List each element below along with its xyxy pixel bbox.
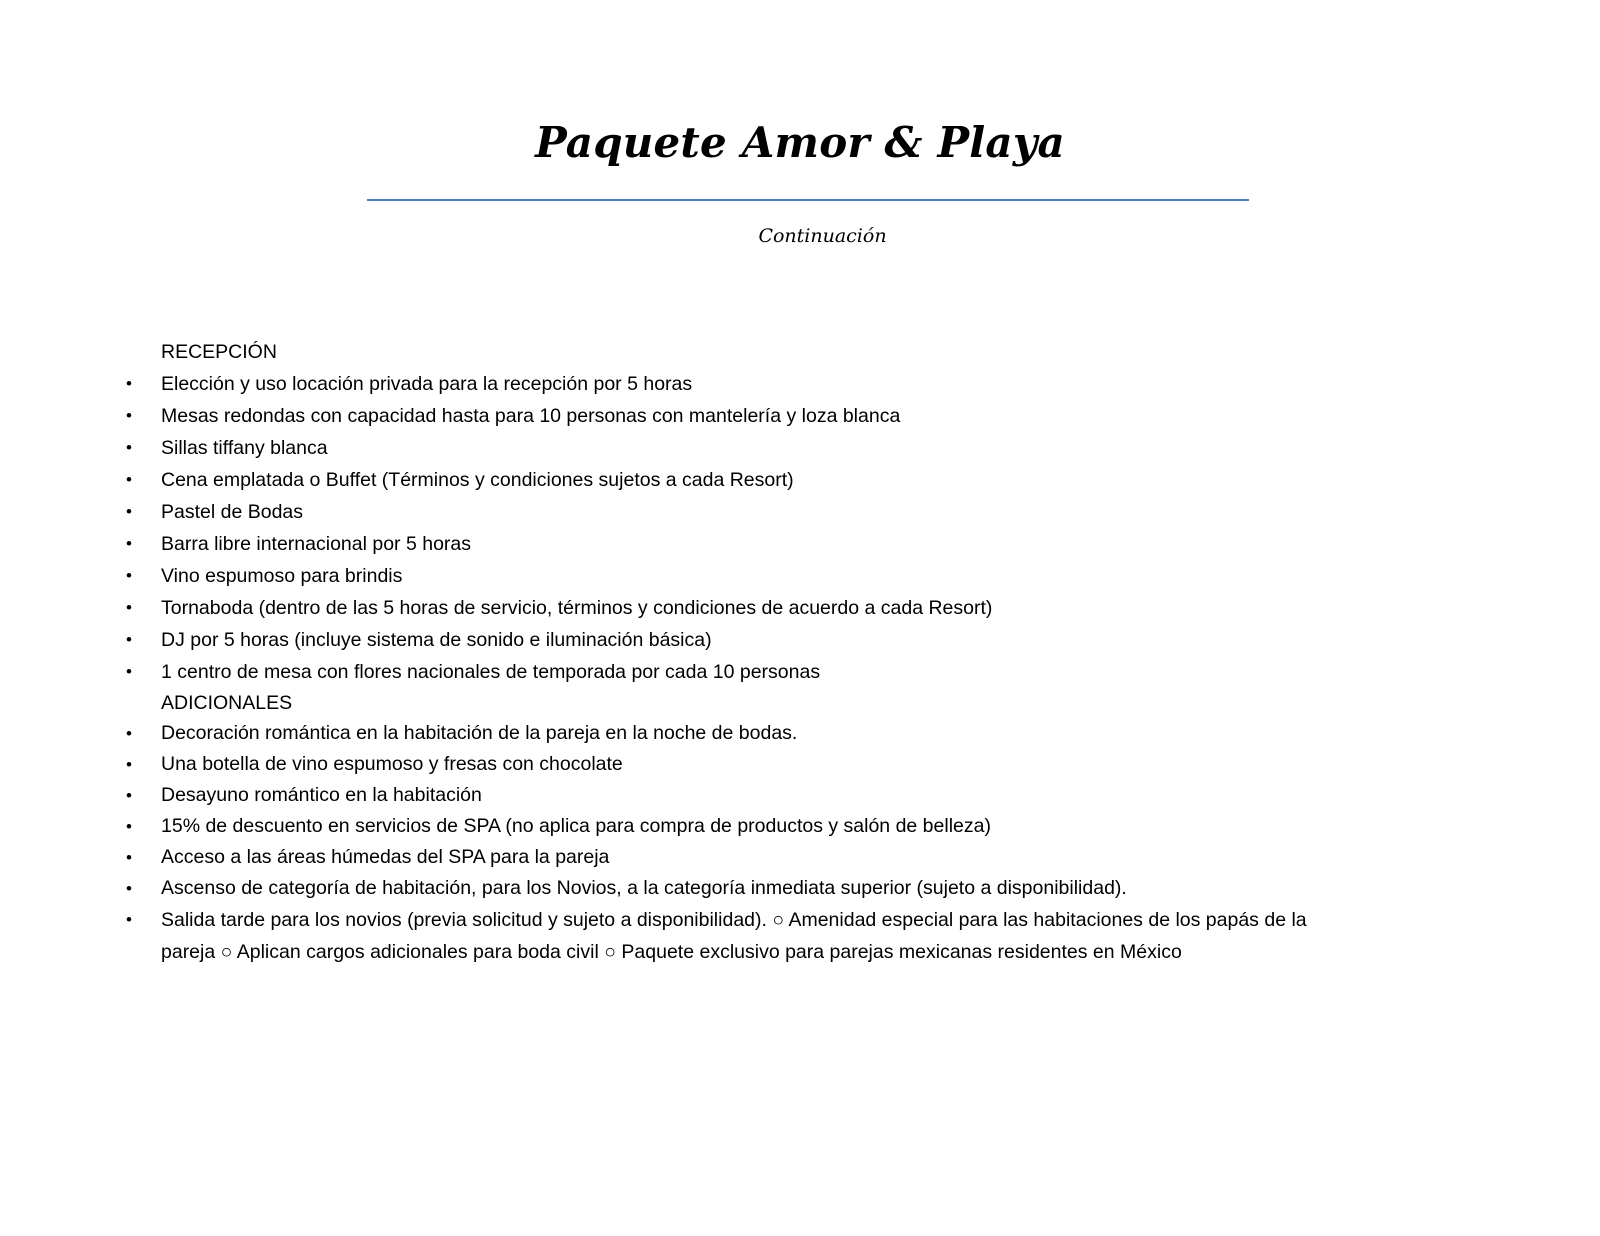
bullet-icon: • xyxy=(126,879,132,898)
list-item xyxy=(126,656,1361,688)
list-item-text: Sillas tiffany blanca xyxy=(161,437,328,459)
bullet-icon: • xyxy=(126,438,132,457)
list-item xyxy=(126,592,1361,624)
list-item-text: Vino espumoso para brindis xyxy=(161,565,403,587)
bullet-icon: • xyxy=(126,817,132,836)
list-item-text: Elección y uso locación privada para la recepción por 5 horas xyxy=(161,373,693,395)
bullet-icon: • xyxy=(126,662,132,681)
list-item-text: Mesas redondas con capacidad hasta para 10 personas con mantelería y loza blanca xyxy=(161,405,901,427)
list-item-text: Cena emplatada o Buffet (Términos y condiciones sujetos a cada Resort) xyxy=(161,469,794,491)
title-divider xyxy=(367,199,1249,201)
list-item xyxy=(126,873,1361,904)
bullet-icon: • xyxy=(126,910,132,929)
bullet-icon: • xyxy=(126,598,132,617)
list-item-text: Desayuno romántico en la habitación xyxy=(161,784,482,806)
list-item-text: 1 centro de mesa con flores nacionales de temporada por cada 10 personas xyxy=(161,661,821,683)
bullet-icon: • xyxy=(126,566,132,585)
list-item xyxy=(126,842,1361,873)
list-item xyxy=(126,368,1361,400)
bullet-icon: • xyxy=(126,755,132,774)
bullet-icon: • xyxy=(126,534,132,553)
list-item xyxy=(126,464,1361,496)
list-item xyxy=(126,624,1361,656)
page-subtitle: Continuación xyxy=(758,225,887,247)
section-heading-adicionales: ADICIONALES xyxy=(161,692,293,714)
list-item xyxy=(126,904,1351,968)
bullet-icon: • xyxy=(126,406,132,425)
list-item-text: Una botella de vino espumoso y fresas con chocolate xyxy=(161,753,623,775)
list-item-text: 15% de descuento en servicios de SPA (no aplica para compra de productos y salón de belleza) xyxy=(161,815,991,837)
list-item-text: Tornaboda (dentro de las 5 horas de servicio, términos y condiciones de acuerdo a cada Resort) xyxy=(161,597,993,619)
bullet-icon: • xyxy=(126,786,132,805)
list-item xyxy=(126,560,1361,592)
list-item xyxy=(126,528,1361,560)
list-item-text: DJ por 5 horas (incluye sistema de sonido e iluminación básica) xyxy=(161,629,712,651)
list-item xyxy=(126,718,1361,749)
page-title: Paquete Amor & Playa xyxy=(535,118,1065,167)
list-item-text: Salida tarde para los novios (previa solicitud y sujeto a disponibilidad). ○ Amenidad especial para las habitaciones de los papás de la pareja ○ Aplican cargos adicionales para boda civil ○ Paquete exclusivo para parejas mexicanas residentes en México xyxy=(161,909,1307,963)
document-body xyxy=(126,336,1361,968)
list-item xyxy=(126,432,1361,464)
section-heading-recepcion: RECEPCIÓN xyxy=(161,341,277,363)
list-item-text: Barra libre internacional por 5 horas xyxy=(161,533,472,555)
bullet-icon: • xyxy=(126,470,132,489)
adicionales-list xyxy=(126,718,1361,968)
recepcion-list xyxy=(126,368,1361,688)
bullet-icon: • xyxy=(126,630,132,649)
list-item-text: Pastel de Bodas xyxy=(161,501,304,523)
list-item xyxy=(126,400,1361,432)
bullet-icon: • xyxy=(126,848,132,867)
bullet-icon: • xyxy=(126,374,132,393)
list-item xyxy=(126,811,1361,842)
list-item-text: Ascenso de categoría de habitación, para los Novios, a la categoría inmediata superior (sujeto a disponibilidad). xyxy=(161,877,1127,899)
list-item xyxy=(126,749,1361,780)
list-item-text: Decoración romántica en la habitación de la pareja en la noche de bodas. xyxy=(161,722,798,744)
bullet-icon: • xyxy=(126,502,132,521)
list-item xyxy=(126,496,1361,528)
bullet-icon: • xyxy=(126,724,132,743)
list-item xyxy=(126,780,1361,811)
list-item-text: Acceso a las áreas húmedas del SPA para la pareja xyxy=(161,846,610,868)
